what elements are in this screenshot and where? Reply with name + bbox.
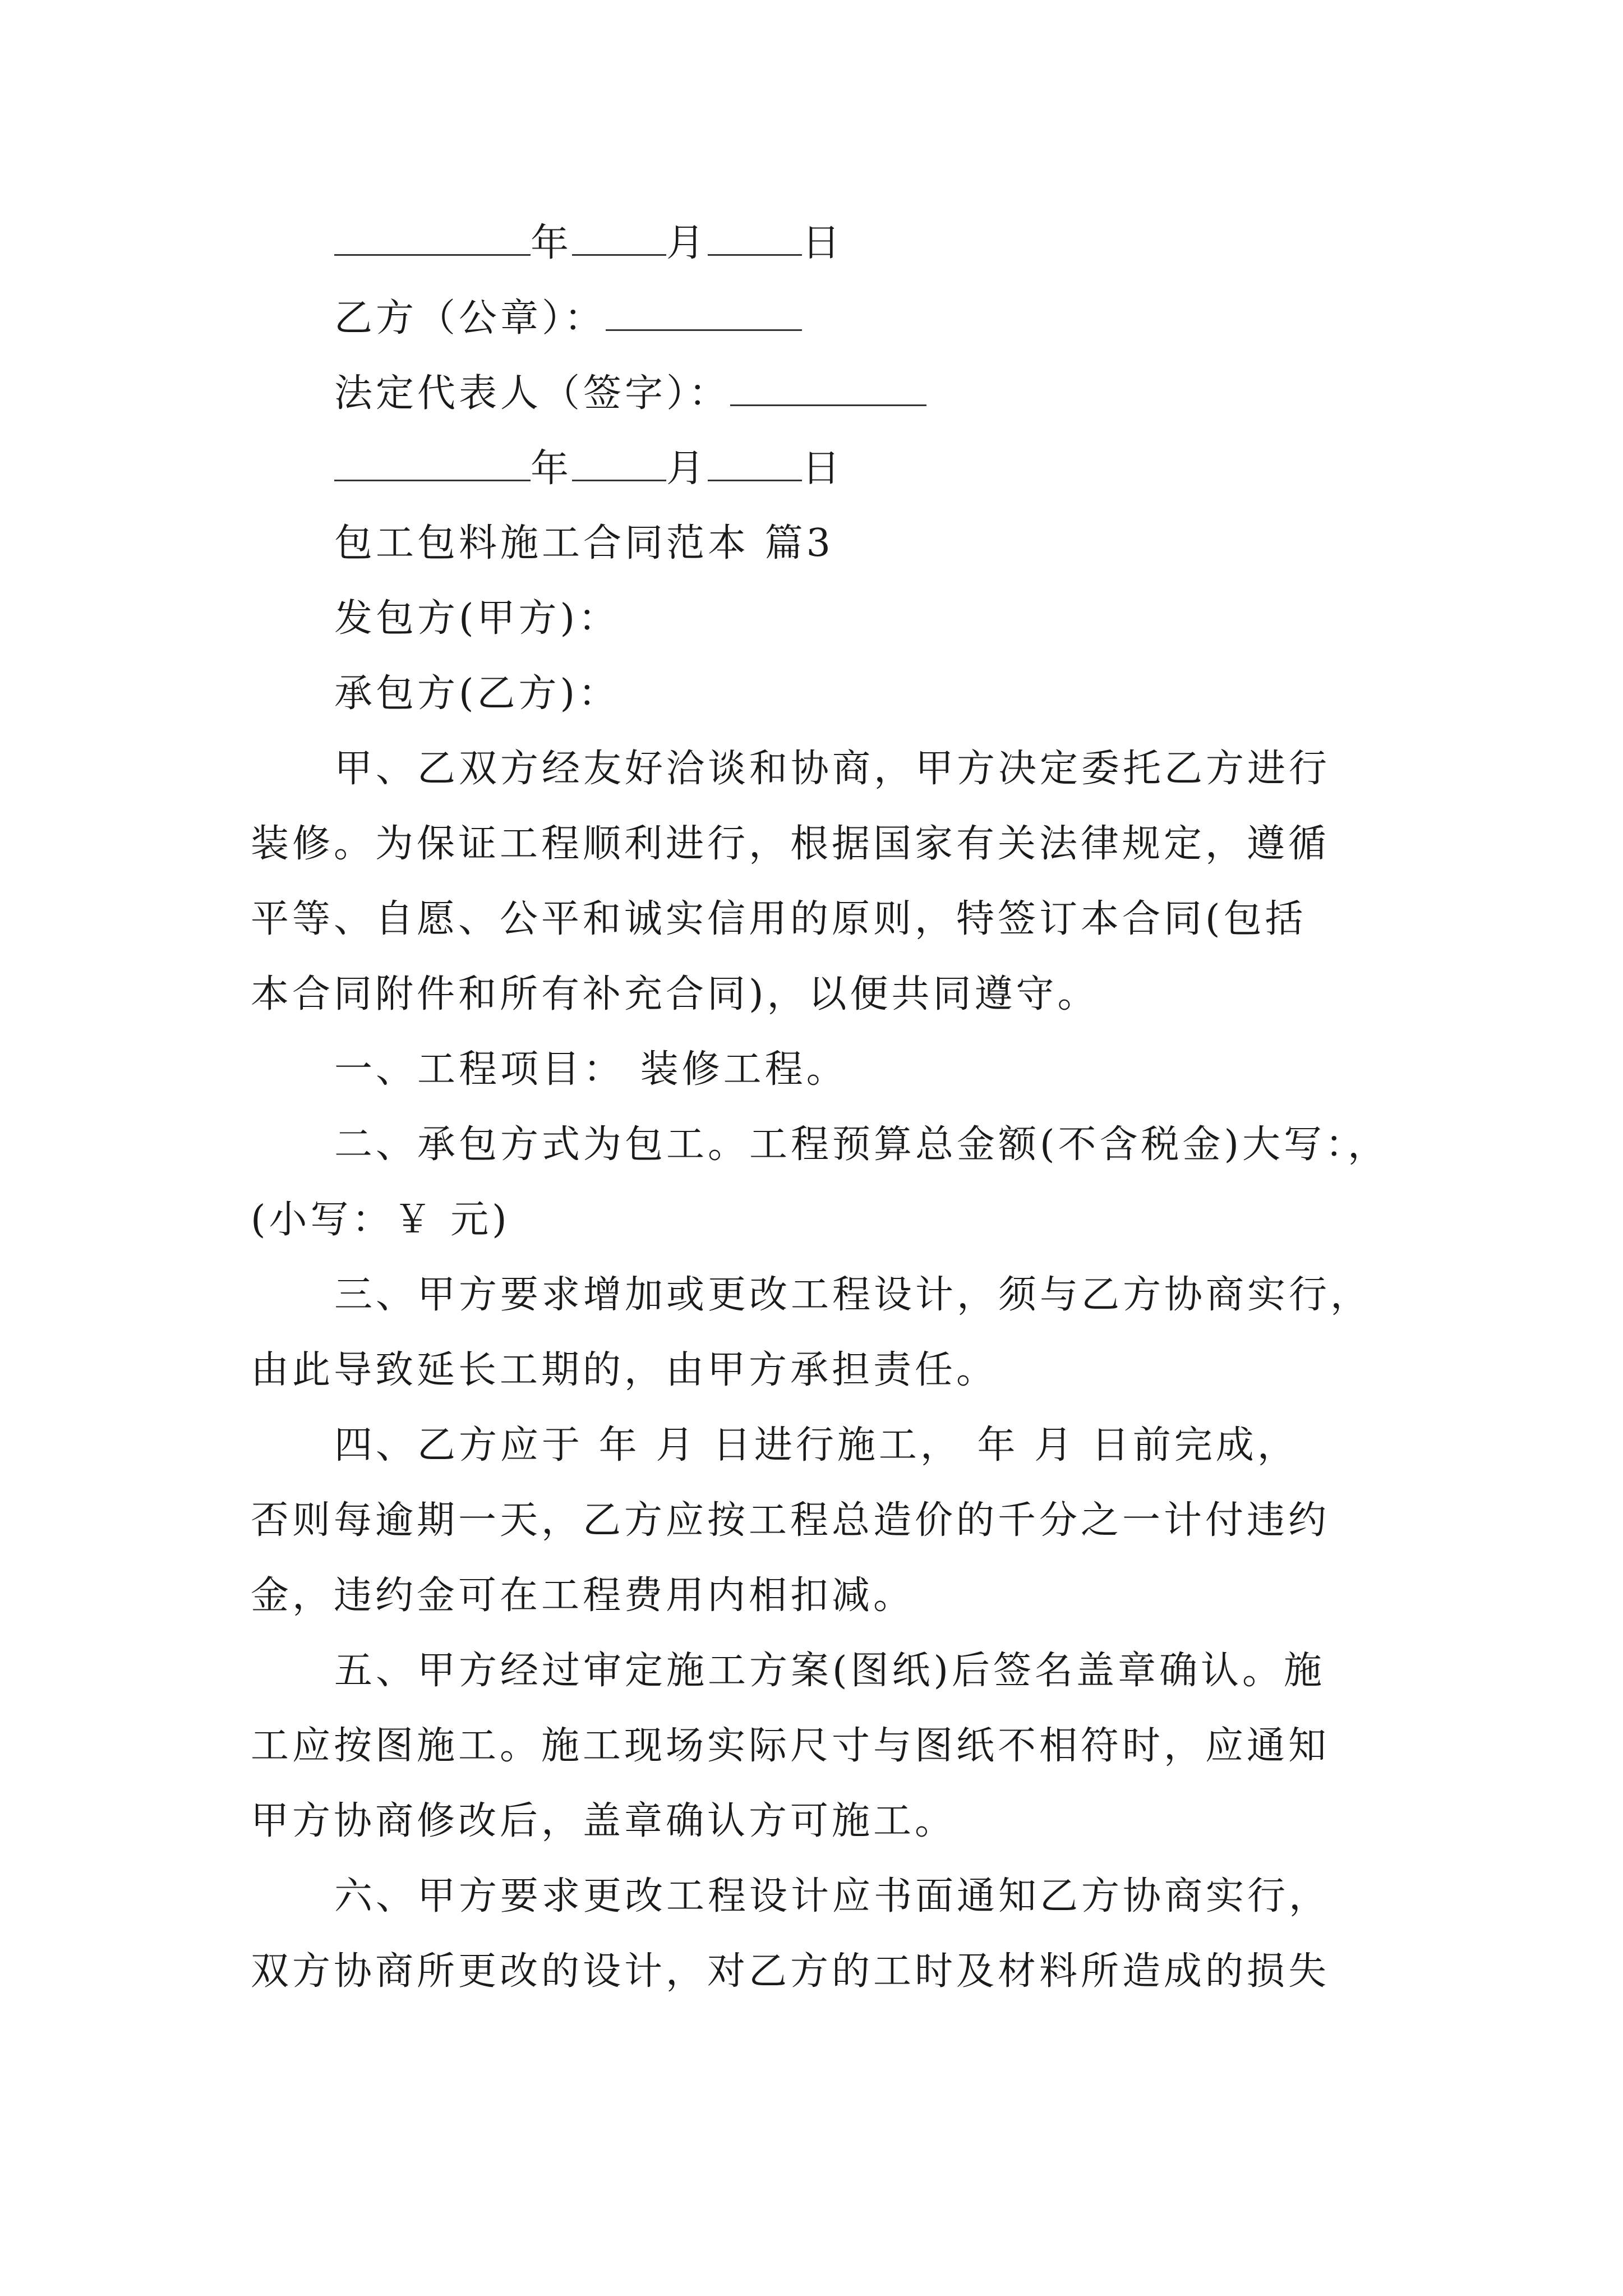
month-label: 月 xyxy=(666,221,708,265)
clause-1: 一、工程项目： 装修工程。 xyxy=(334,1047,848,1092)
clause-6-line: 双方协商所更改的设计，对乙方的工时及材料所造成的损失 xyxy=(251,1949,1330,1994)
party-b-seal-label: 乙方（公章）： xyxy=(334,296,606,341)
legal-rep-label: 法定代表人（签字）： xyxy=(334,371,731,416)
day-label: 日 xyxy=(802,447,844,491)
section-title: 包工包料施工合同范本 篇3 xyxy=(334,521,834,565)
day-label: 日 xyxy=(802,221,844,265)
paragraph-line: 装修。为保证工程顺利进行，根据国家有关法律规定，遵循 xyxy=(251,822,1330,866)
party-a-line: 发包方(甲方)： xyxy=(334,596,620,641)
party-b-seal-blank xyxy=(606,290,802,331)
clause-6-line: 六、甲方要求更改工程设计应书面通知乙方协商实行， xyxy=(334,1874,1331,1918)
paragraph-line: 本合同附件和所有补充合同)，以便共同遵守。 xyxy=(251,972,1099,1016)
month-blank xyxy=(572,215,666,256)
clause-3-line: 三、甲方要求增加或更改工程设计，须与乙方协商实行， xyxy=(334,1273,1372,1317)
clause-2-line: (小写：￥ 元) xyxy=(251,1198,510,1242)
legal-rep-blank xyxy=(730,365,926,406)
date-line-1 xyxy=(334,215,843,272)
legal-rep-line xyxy=(334,365,926,422)
month-blank xyxy=(572,440,666,481)
clause-5-line: 工应按图施工。施工现场实际尺寸与图纸不相符时，应通知 xyxy=(251,1724,1330,1768)
paragraph-line: 甲、乙双方经友好洽谈和协商，甲方决定委托乙方进行 xyxy=(334,747,1331,791)
clause-4-line: 四、乙方应于 年 月 日进行施工， 年 月 日前完成， xyxy=(334,1423,1299,1467)
clause-4-line: 否则每逾期一天，乙方应按工程总造价的千分之一计付违约 xyxy=(251,1498,1330,1543)
clause-3-line: 由此导致延长工期的，由甲方承担责任。 xyxy=(251,1348,998,1392)
party-b-line: 承包方(乙方)： xyxy=(334,671,620,716)
year-label: 年 xyxy=(531,221,573,265)
day-blank xyxy=(708,440,802,481)
year-blank xyxy=(334,440,531,481)
clause-5-line: 甲方协商修改后，盖章确认方可施工。 xyxy=(251,1799,957,1843)
clause-5-line: 五、甲方经过审定施工方案(图纸)后签名盖章确认。施 xyxy=(334,1649,1326,1693)
party-b-seal-line xyxy=(334,290,802,347)
day-blank xyxy=(708,215,802,256)
clause-2-line: 二、承包方式为包工。工程预算总金额(不含税金)大写：， xyxy=(334,1122,1390,1167)
month-label: 月 xyxy=(666,447,708,491)
paragraph-line: 平等、自愿、公平和诚实信用的原则，特签订本合同(包括 xyxy=(251,897,1307,941)
clause-4-line: 金，违约金可在工程费用内相扣减。 xyxy=(251,1573,915,1618)
year-label: 年 xyxy=(531,447,573,491)
year-blank xyxy=(334,215,531,256)
date-line-2 xyxy=(334,440,843,497)
